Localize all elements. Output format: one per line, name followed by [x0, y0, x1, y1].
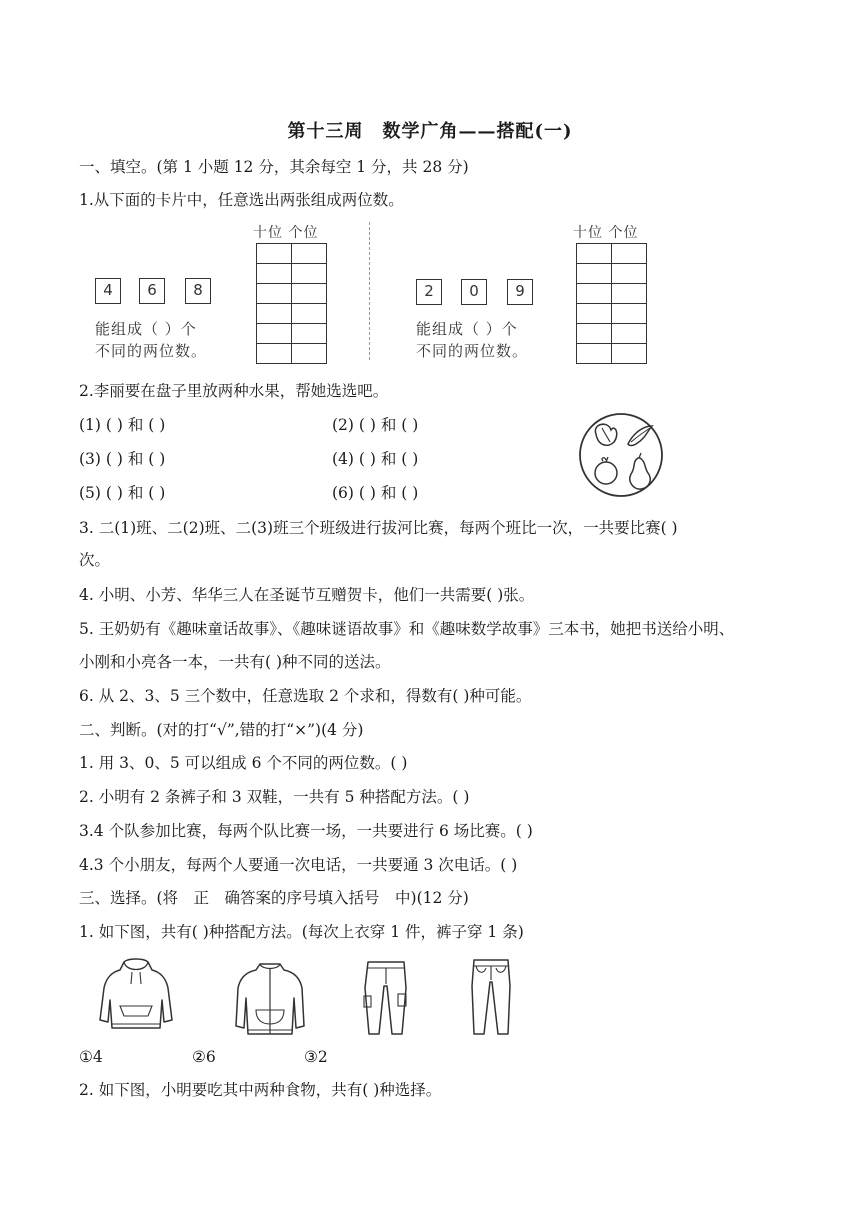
q2-text: 2.李丽要在盘子里放两种水果，帮她选选吧。 [79, 382, 389, 400]
card-left-3: 8 [185, 278, 211, 304]
judge-item-2: 2. 小明有 2 条裤子和 3 双鞋，一共有 5 种搭配方法。( ) [79, 788, 470, 806]
q2-pair-6: (6) ( ) 和 ( ) [332, 484, 419, 502]
left-place-value-grid [256, 243, 327, 364]
q6-text: 6. 从 2、3、5 三个数中，任意选取 2 个求和，得数有( )种可能。 [79, 687, 532, 705]
card-right-2: 0 [461, 279, 487, 305]
choice-option-3: ③2 [304, 1048, 328, 1066]
judge-item-4: 4.3 个小朋友，每两个人要通一次电话，一共要通 3 次电话。( ) [79, 856, 518, 874]
jacket-icon [234, 958, 306, 1038]
fruit-plate-icon [578, 412, 664, 498]
card-left-2: 6 [139, 278, 165, 304]
q1-text: 1.从下面的卡片中，任意选出两张组成两位数。 [79, 191, 404, 209]
hoodie-icon [96, 956, 176, 1036]
q5-line1: 5. 王奶奶有《趣味童话故事》、《趣味谜语故事》和《趣味数学故事》三本书，她把书送给小明、 [79, 620, 735, 638]
card-left-1: 4 [95, 278, 121, 304]
q2-pair-2: (2) ( ) 和 ( ) [332, 416, 419, 434]
judge-item-3: 3.4 个队参加比赛，每两个队比赛一场，一共要进行 6 场比赛。( ) [79, 822, 533, 840]
right-fill-line2: 不同的两位数。 [416, 342, 529, 360]
card-right-3: 9 [507, 279, 533, 305]
judge-item-1: 1. 用 3、0、5 可以组成 6 个不同的两位数。( ) [79, 754, 408, 772]
apple-icon [595, 457, 617, 484]
page-title: 第十三周 数学广角——搭配(一) [287, 121, 573, 142]
section2-heading: 二、判断。(对的打“√”,错的打“×”)(4 分) [79, 721, 364, 739]
choice-option-1: ①4 [79, 1048, 103, 1066]
q2-pair-3: (3) ( ) 和 ( ) [79, 450, 166, 468]
right-place-value-grid [576, 243, 647, 364]
section3-heading: 三、选择。(将 正 确答案的序号填入括号 中)(12 分) [79, 889, 469, 907]
pear-icon [630, 453, 650, 489]
q4-text: 4. 小明、小芳、华华三人在圣诞节互赠贺卡，他们一共需要( )张。 [79, 586, 535, 604]
banana-icon [628, 426, 652, 446]
q2-pair-1: (1) ( ) 和 ( ) [79, 416, 166, 434]
q3-line2: 次。 [79, 551, 111, 569]
left-fill-line1: 能组成（ ）个 [95, 320, 197, 338]
right-fill-line1: 能组成（ ）个 [416, 320, 518, 338]
choice-q1-text: 1. 如下图，共有( )种搭配方法。(每次上衣穿 1 件，裤子穿 1 条) [79, 923, 524, 941]
q2-pair-5: (5) ( ) 和 ( ) [79, 484, 166, 502]
cargo-pants-icon [360, 958, 412, 1038]
card-right-1: 2 [416, 279, 442, 305]
right-grid-header: 十位 个位 [573, 225, 639, 241]
choice-option-2: ②6 [192, 1048, 216, 1066]
q3-line1: 3. 二(1)班、二(2)班、二(3)班三个班级进行拔河比赛，每两个班比一次，一共要比赛( ) [79, 519, 678, 537]
left-grid-header: 十位 个位 [253, 225, 319, 241]
choice-q2-text: 2. 如下图，小明要吃其中两种食物，共有( )种选择。 [79, 1081, 442, 1099]
left-fill-line2: 不同的两位数。 [95, 342, 208, 360]
divider-dashed [369, 222, 370, 360]
jeans-icon [468, 956, 514, 1038]
q2-pair-4: (4) ( ) 和 ( ) [332, 450, 419, 468]
section1-heading: 一、填空。(第 1 小题 12 分，其余每空 1 分，共 28 分) [79, 158, 469, 176]
q5-line2: 小刚和小亮各一本，一共有( )种不同的送法。 [79, 653, 391, 671]
peach-icon [595, 424, 616, 445]
